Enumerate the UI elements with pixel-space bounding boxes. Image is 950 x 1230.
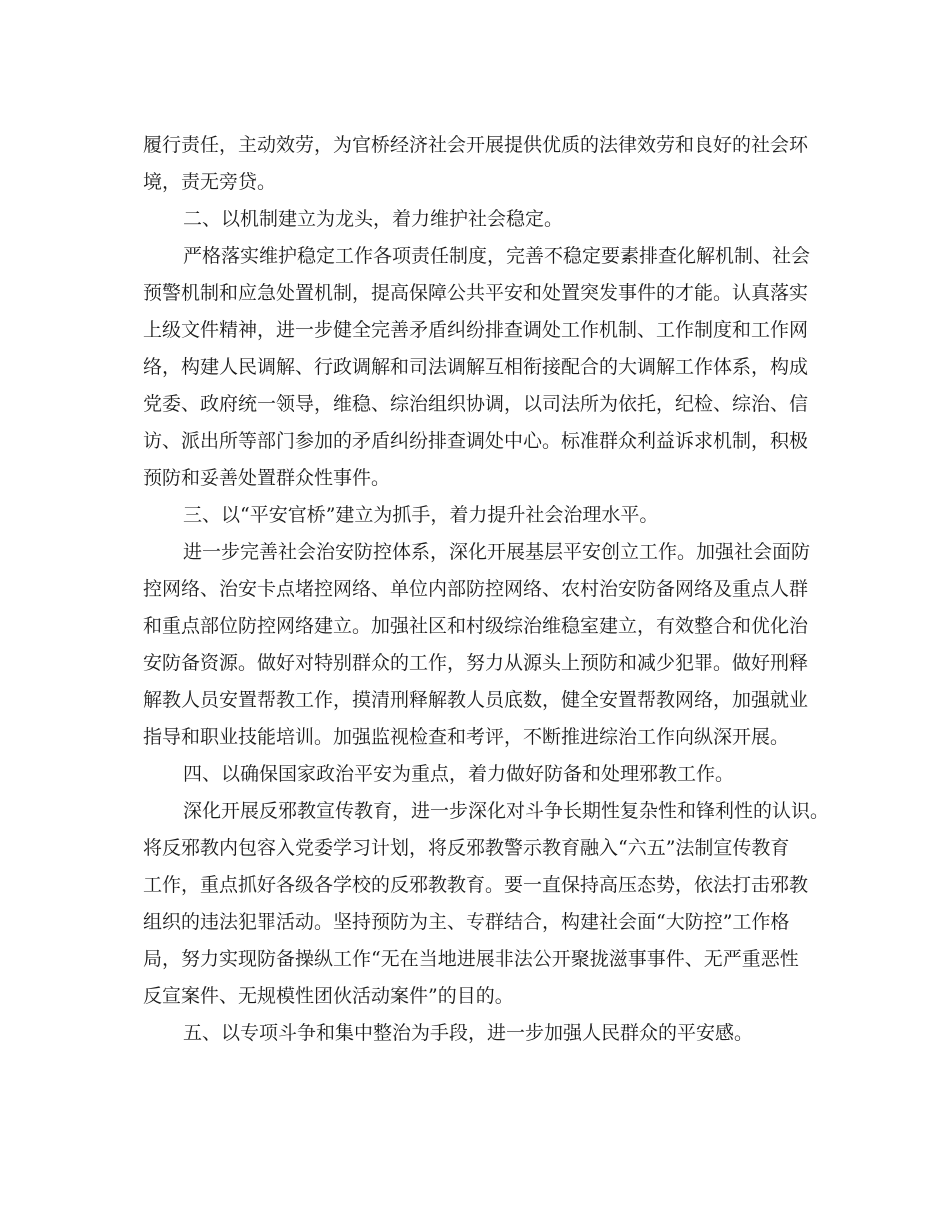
text-line: 组织的违法犯罪活动。坚持预防为主、专群结合，构建社会面“大防控”工作格 [143, 911, 790, 933]
document-body [143, 127, 830, 1052]
text-line: 预防和妥善处置群众性事件。 [143, 467, 391, 489]
text-line: 四、以确保国家政治平安为重点，着力做好防备和处理邪教工作。 [183, 763, 735, 785]
text-line: 反宣案件、无规模性团伙活动案件”的目的。 [143, 985, 514, 1007]
text-line: 进一步完善社会治安防控体系，深化开展基层平安创立工作。加强社会面防 [183, 541, 811, 563]
text-line: 指导和职业技能培训。加强监视检查和考评，不断推进综治工作向纵深开展。 [143, 726, 790, 748]
text-line: 预警机制和应急处置机制，提高保障公共平安和处置突发事件的才能。认真落实 [143, 282, 809, 304]
text-line: 深化开展反邪教宣传教育，进一步深化对斗争长期性复杂性和锋利性的认识。 [183, 800, 830, 822]
text-line: 安防备资源。做好对特别群众的工作，努力从源头上预防和减少犯罪。做好刑释 [143, 652, 809, 674]
text-line: 严格落实维护稳定工作各项责任制度，完善不稳定要素排查化解机制、社会 [183, 245, 811, 267]
text-line: 和重点部位防控网络建立。加强社区和村级综治维稳室建立，有效整合和优化治 [143, 615, 809, 637]
text-line: 络，构建人民调解、行政调解和司法调解互相衔接配合的大调解工作体系，构成 [143, 356, 809, 378]
text-line: 访、派出所等部门参加的矛盾纠纷排查调处中心。标准群众利益诉求机制，积极 [143, 430, 809, 452]
text-line: 上级文件精神，进一步健全完善矛盾纠纷排查调处工作机制、工作制度和工作网 [143, 319, 809, 341]
text-line: 控网络、治安卡点堵控网络、单位内部防控网络、农村治安防备网络及重点人群 [143, 578, 809, 600]
text-line: 五、以专项斗争和集中整治为手段，进一步加强人民群众的平安感。 [183, 1022, 754, 1044]
text-line: 履行责任，主动效劳，为官桥经济社会开展提供优质的法律效劳和良好的社会环 [143, 134, 809, 156]
text-line: 二、以机制建立为龙头，着力维护社会稳定。 [183, 208, 564, 230]
text-line: 境，责无旁贷。 [143, 171, 277, 193]
text-line: 解教人员安置帮教工作，摸清刑释解教人员底数，健全安置帮教网络，加强就业 [143, 689, 809, 711]
text-line: 党委、政府统一领导，维稳、综治组织协调，以司法所为依托，纪检、综治、信 [143, 393, 809, 415]
text-line: 局，努力实现防备操纵工作“无在当地进展非法公开聚拢滋事事件、无严重恶性 [143, 948, 799, 970]
text-line: 工作，重点抓好各级各学校的反邪教教育。要一直保持高压态势，依法打击邪教 [143, 874, 809, 896]
text-line: 将反邪教内包容入党委学习计划，将反邪教警示教育融入“六五”法制宣传教育 [143, 837, 790, 859]
text-line: 三、以“平安官桥”建立为抓手，着力提升社会治理水平。 [183, 504, 659, 526]
